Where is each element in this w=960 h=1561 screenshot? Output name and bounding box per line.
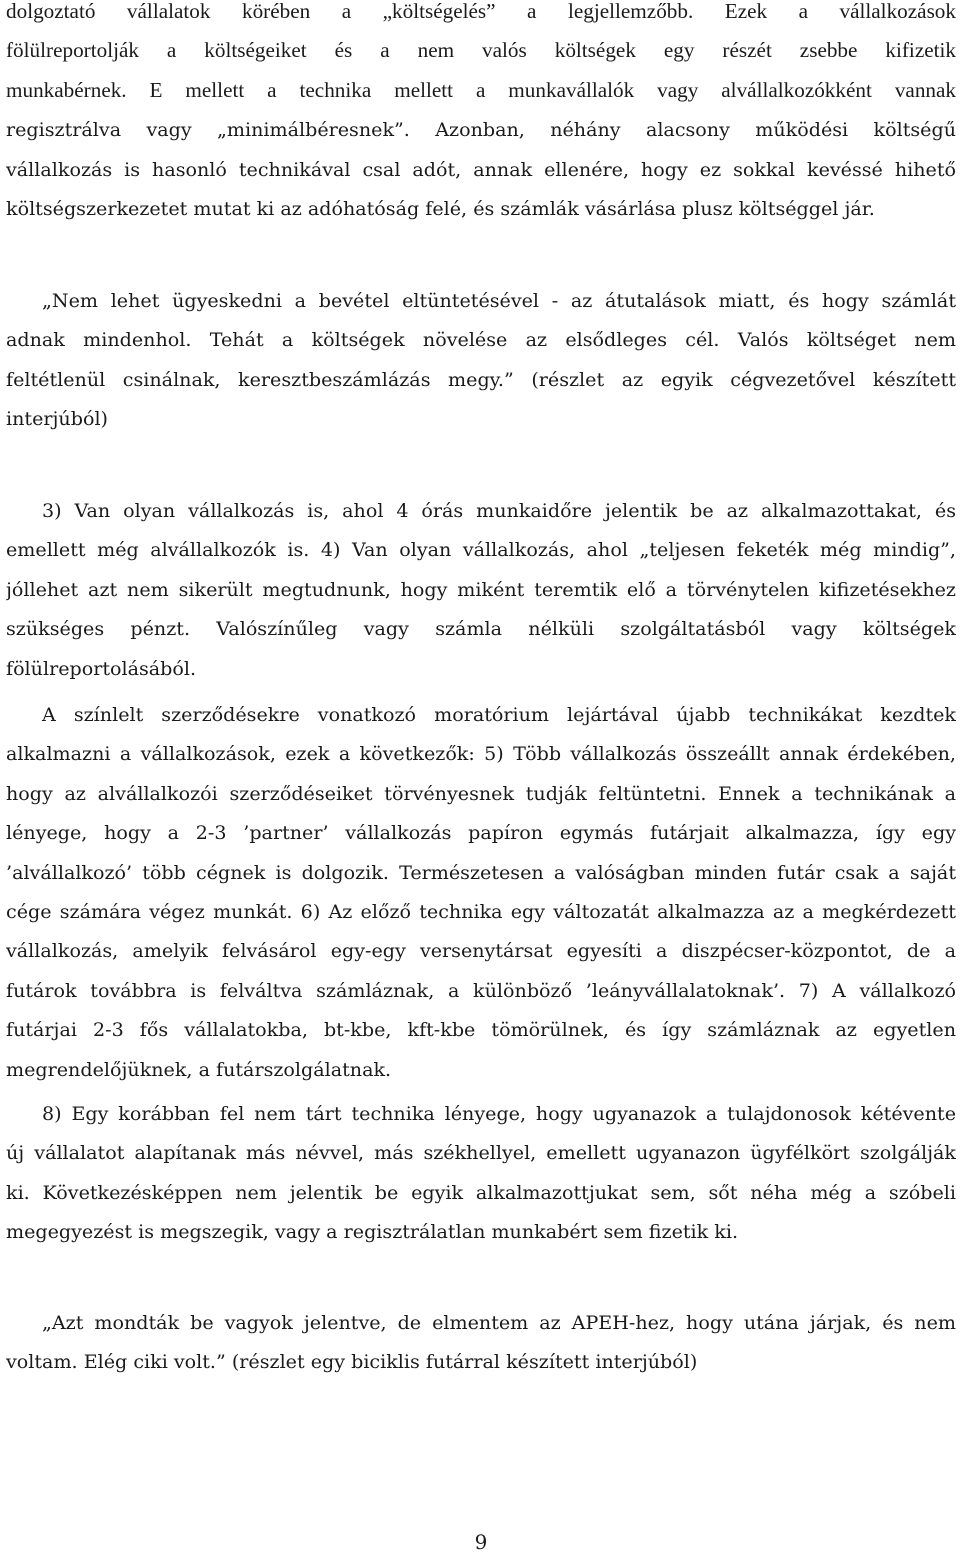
paragraph-techniques-5-7 [6, 695, 956, 1089]
text-line: megegyezést is megszegik, vagy a regisztrálatlan munkabért sem fizetik ki. [6, 1220, 739, 1244]
text-line: 3) Van olyan vállalkozás is, ahol 4 órás munkaidőre jelentik be az alkalmazottakat, és [42, 499, 956, 522]
text-line: alkalmazni a vállalkozások, ezek a következők: 5) Több vállalkozás összeállt annak érdekében, [6, 742, 956, 766]
page-number: 9 [474, 1530, 488, 1554]
text-line: dolgoztató vállalatok körében a „költségelés” a legjellemzőbb. Ezek a vállalkozások [6, 0, 956, 23]
paragraph-technique-8 [6, 1094, 956, 1252]
text-line: költségszerkezetet mutat ki az adóhatóság felé, és számlák vásárlása plusz költséggel jár. [6, 196, 875, 220]
text-line: lényege, hogy a 2-3 ’partner’ vállalkozás papíron egymás futárjait alkalmazza, így egy [6, 821, 956, 845]
document-page [6, 0, 956, 1561]
quote-company-manager [6, 281, 956, 439]
text-line: feltétlenül csinálnak, keresztbeszámlázás megy.” (részlet az egyik cégvezetővel készített [6, 367, 956, 391]
paragraph-techniques-3-4 [6, 491, 956, 688]
text-line: jóllehet azt nem sikerült megtudnunk, hogy miként teremtik elő a törvénytelen kifizetésekhez [6, 577, 956, 601]
text-line: voltam. Elég ciki volt.” (részlet egy biciklis futárral készített interjúból) [6, 1350, 698, 1374]
paragraph-cost-reporting [6, 0, 956, 228]
text-line: emellett még alvállalkozók is. 4) Van olyan vállalkozás, ahol „teljesen feketék még mindig”, [6, 538, 956, 562]
text-line: ’alvállalkozó’ több cégnek is dolgozik. Természetesen a valóságban minden futár csak a saját [6, 860, 956, 884]
text-line: adnak mindenhol. Tehát a költségek növelése az elsődleges cél. Valós költséget nem [6, 328, 956, 352]
text-line: hogy az alvállalkozói szerződéseiket törvényesnek tudják feltüntetni. Ennek a technikának a [6, 781, 956, 805]
text-line: regisztrálva vagy „minimálbéresnek”. Azonban, néhány alacsony működési költségű [6, 118, 956, 142]
text-line: új vállalatot alapítanak más névvel, más székhellyel, emellett ugyanazon ügyfélkört szolgálják [6, 1141, 956, 1165]
quote-bicycle-courier [6, 1303, 956, 1382]
text-line: 8) Egy korábban fel nem tárt technika lényege, hogy ugyanazok a tulajdonosok kétévente [42, 1102, 956, 1125]
text-line: „Nem lehet ügyeskedni a bevétel eltüntetésével - az átutalások miatt, és hogy számlát [42, 289, 956, 312]
text-line: ki. Következésképpen nem jelentik be egyik alkalmazottjukat sem, sőt néha még a szóbeli [6, 1180, 956, 1204]
text-line: interjúból) [6, 407, 108, 431]
text-line: A színlelt szerződésekre vonatkozó moratórium lejártával újabb technikákat kezdtek [42, 703, 956, 726]
text-line: vállalkozás, amelyik felvásárol egy-egy versenytársat egyesíti a diszpécser-központot, de a [6, 939, 956, 963]
text-line: megrendelőjüknek, a futárszolgálatnak. [6, 1057, 392, 1081]
text-line: fölülreportolásából. [6, 656, 197, 680]
text-line: futárjai 2-3 fős vállalatokba, bt-kbe, kft-kbe tömörülnek, és így számláznak az egyetlen [6, 1018, 956, 1042]
text-line: vállalkozás is hasonló technikával csal adót, annak ellenére, hogy ez sokkal kevéssé hihető [6, 157, 956, 181]
text-line: fölülreportolják a költségeiket és a nem valós költségek egy részét zsebbe kifizetik [6, 38, 956, 63]
text-line: munkabérnek. E mellett a technika mellett a munkavállalók vagy alvállalkozókként vannak [6, 77, 956, 102]
text-line: futárok továbbra is felváltva számláznak, a különböző ’leányvállalatoknak’. 7) A vállalkozó [6, 978, 956, 1002]
text-line: szükséges pénzt. Valószínűleg vagy számla nélküli szolgáltatásból vagy költségek [6, 617, 956, 641]
text-line: „Azt mondták be vagyok jelentve, de elmentem az APEH-hez, hogy utána járjak, és nem [42, 1311, 956, 1334]
text-line: cége számára végez munkát. 6) Az előző technika egy változatát alkalmazza az a megkérdezett [6, 899, 956, 923]
